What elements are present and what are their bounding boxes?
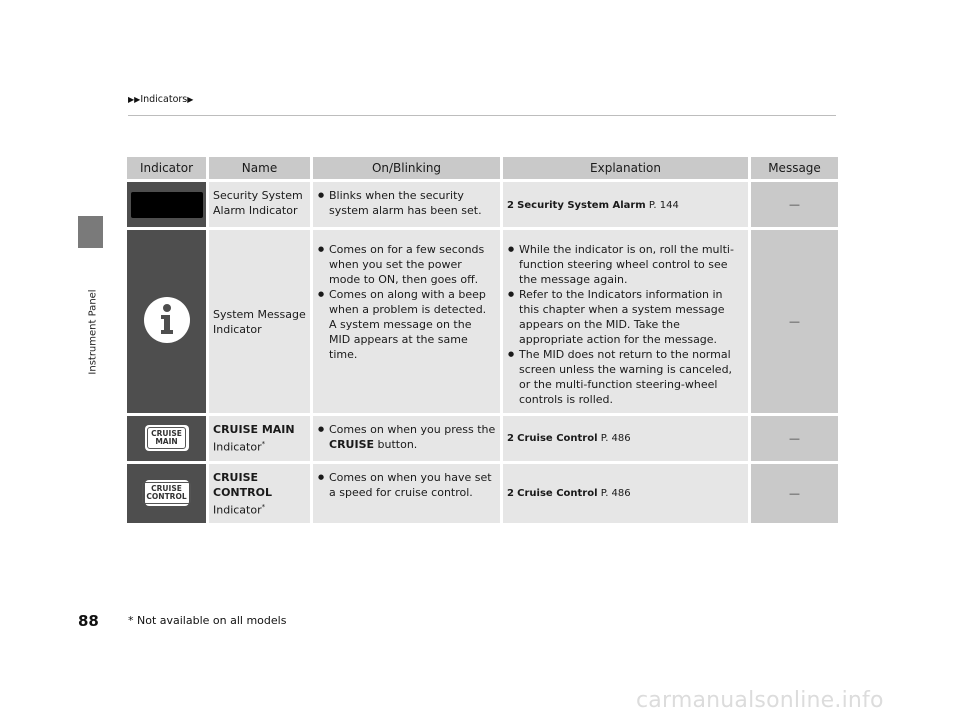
cruise-control-icon	[145, 480, 189, 506]
on-blinking-cell	[313, 461, 503, 524]
header-on-blinking: On/Blinking	[313, 157, 503, 179]
reference-page: P. 144	[648, 199, 679, 211]
indicator-name-bold: CRUISE MAIN	[213, 423, 295, 436]
security-alarm-icon	[131, 192, 203, 218]
reference-page: P. 486	[600, 488, 631, 500]
table-header-row	[127, 157, 838, 179]
breadcrumb-tail-arrow: ▶	[187, 95, 194, 104]
table-row	[127, 461, 838, 524]
indicator-name: System Message Indicator	[213, 307, 306, 336]
list-item: ● While the indicator is on, roll the multi-function steering wheel control to see the message again.	[519, 242, 744, 287]
table-row	[127, 227, 838, 413]
name-cell	[209, 179, 313, 227]
explanation-cell	[503, 179, 751, 227]
cross-reference-link[interactable]	[507, 433, 631, 444]
list-item: ● Refer to the Indicators information in this chapter when a system message appears on the MID. Take the appropriate action for the message.	[519, 287, 744, 347]
list-item: ● The MID does not return to the normal screen unless the warning is canceled, or the multi-function steering-wheel controls is rolled.	[519, 347, 744, 407]
message-cell: —	[751, 179, 838, 227]
reference-page: P. 486	[600, 433, 631, 445]
asterisk: *	[261, 440, 266, 448]
reference-arrow-icon: 2	[507, 199, 514, 211]
reference-title: Security System Alarm	[517, 199, 646, 211]
indicator-cell	[127, 461, 209, 524]
list-item: ● Comes on when you have set a speed for cruise control.	[329, 470, 496, 500]
on-blinking-cell	[313, 179, 503, 227]
list-item: ● Blinks when the security system alarm has been set.	[329, 188, 496, 218]
button-name: CRUISE	[329, 438, 375, 451]
watermark: carmanualsonline.info	[636, 688, 884, 713]
reference-arrow-icon: 2	[507, 433, 514, 445]
reference-title: Cruise Control	[517, 488, 598, 500]
message-cell: —	[751, 461, 838, 524]
cruise-main-icon-text: CRUISE MAIN	[147, 427, 186, 449]
breadcrumb-arrows: ▶▶	[128, 95, 141, 104]
indicator-cell	[127, 227, 209, 413]
explanation-cell	[503, 461, 751, 524]
list-item-text: Comes on when you press the	[329, 423, 496, 436]
header-explanation: Explanation	[503, 157, 751, 179]
indicator-name: Indicator	[213, 503, 262, 517]
header-name: Name	[209, 157, 313, 179]
reference-arrow-icon: 2	[507, 488, 514, 500]
sidebar-section-label: Instrument Panel	[87, 289, 99, 375]
indicator-table	[127, 157, 838, 523]
indicator-name: Security System Alarm Indicator	[213, 189, 303, 217]
cruise-control-icon-text: CRUISE CONTROL	[142, 482, 190, 504]
indicator-cell	[127, 179, 209, 227]
section-tab	[78, 216, 103, 248]
on-blinking-cell	[313, 227, 503, 413]
header-indicator: Indicator	[127, 157, 209, 179]
message-cell: —	[751, 227, 838, 413]
list-item: ● Comes on for a few seconds when you set the power mode to ON, then goes off.	[329, 242, 496, 287]
message-cell: —	[751, 413, 838, 461]
list-item: ● Comes on along with a beep when a problem is detected. A system message on the MID appears at the same time.	[329, 287, 496, 362]
cross-reference-link[interactable]	[507, 200, 679, 211]
table-row	[127, 413, 838, 461]
on-blinking-cell	[313, 413, 503, 461]
cross-reference-link[interactable]	[507, 488, 631, 499]
indicator-name-bold: CRUISE CONTROL	[213, 470, 272, 499]
breadcrumb-title[interactable]: Indicators	[140, 94, 188, 105]
name-cell	[209, 413, 313, 461]
reference-title: Cruise Control	[517, 433, 598, 445]
breadcrumb[interactable]	[128, 94, 193, 105]
list-item-text: button.	[377, 438, 418, 451]
indicator-cell	[127, 413, 209, 461]
list-item	[329, 422, 496, 452]
name-cell	[209, 461, 313, 524]
cruise-main-icon	[145, 425, 189, 451]
header-divider	[128, 115, 836, 116]
page-number: 88	[78, 612, 99, 630]
footnote: * Not available on all models	[128, 614, 287, 627]
indicator-name: Indicator	[213, 440, 262, 454]
explanation-cell	[503, 413, 751, 461]
asterisk: *	[261, 502, 266, 511]
info-icon	[142, 295, 192, 349]
explanation-cell	[503, 227, 751, 413]
table-row	[127, 179, 838, 227]
name-cell	[209, 227, 313, 413]
header-message: Message	[751, 157, 838, 179]
